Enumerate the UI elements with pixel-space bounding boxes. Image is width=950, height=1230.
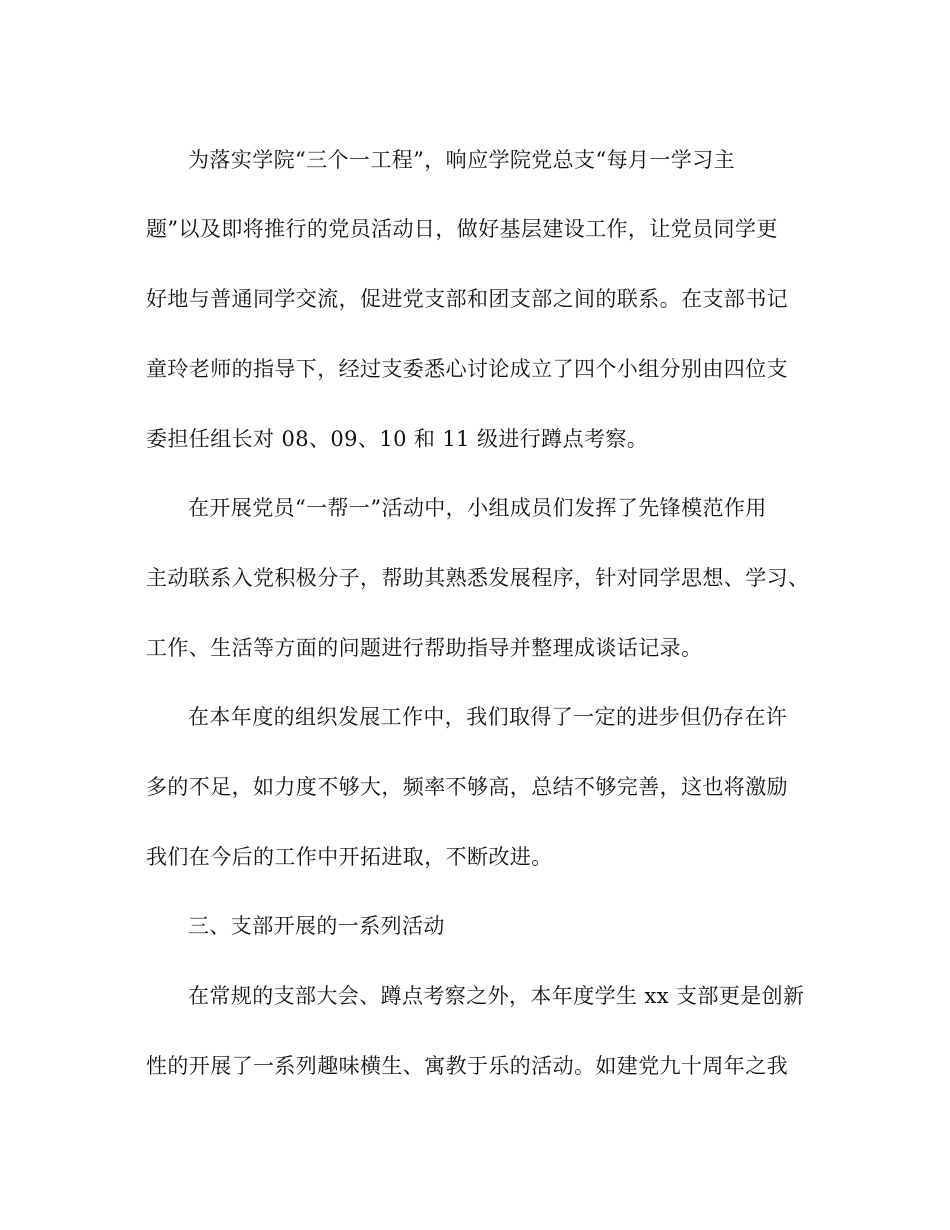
paragraph-line: 委担任组长对 08、09、10 和 11 级进行蹲点考察。 <box>146 427 649 451</box>
paragraph-line: 主动联系入党积极分子，帮助其熟悉发展程序，针对同学思想、学习、 <box>146 566 810 590</box>
paragraph-line: 在开展党员“一帮一”活动中，小组成员们发挥了先锋模范作用 <box>188 496 767 520</box>
paragraph-line: 我们在今后的工作中开拓进取，不断改进。 <box>146 845 553 869</box>
paragraph-line: 题”以及即将推行的党员活动日，做好基层建设工作，让党员同学更 <box>146 217 778 241</box>
paragraph-line: 在本年度的组织发展工作中，我们取得了一定的进步但仍存在许 <box>188 705 788 729</box>
paragraph-line: 工作、生活等方面的问题进行帮助指导并整理成谈话记录。 <box>146 636 703 660</box>
paragraph-line: 多的不足，如力度不够大，频率不够高，总结不够完善，这也将激励 <box>146 775 788 799</box>
section-heading: 三、支部开展的一系列活动 <box>188 914 445 938</box>
paragraph-line: 好地与普通同学交流，促进党支部和团支部之间的联系。在支部书记 <box>146 287 788 311</box>
paragraph-line: 性的开展了一系列趣味横生、寓教于乐的活动。如建党九十周年之我 <box>146 1054 788 1078</box>
paragraph-line: 在常规的支部大会、蹲点考察之外，本年度学生 xx 支部更是创新 <box>188 984 805 1008</box>
paragraph-line: 童玲老师的指导下，经过支委悉心讨论成立了四个小组分别由四位支 <box>146 357 788 381</box>
paragraph-line: 为落实学院“三个一工程”，响应学院党总支“每月一学习主 <box>188 148 736 172</box>
